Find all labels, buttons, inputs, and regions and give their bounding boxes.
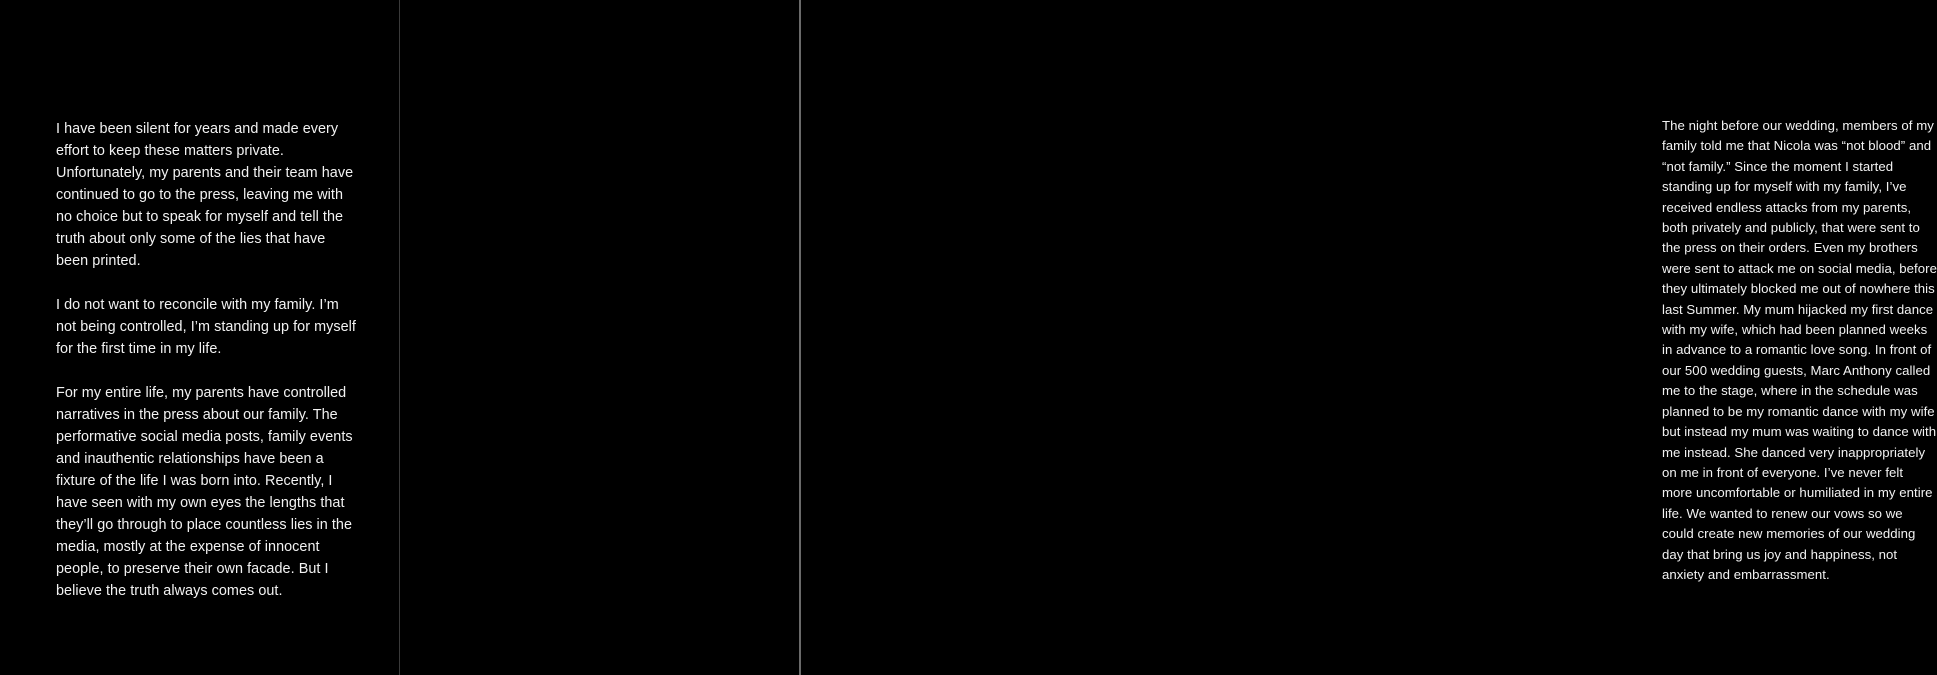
paragraph: I have been silent for years and made every effort to keep these matters private. Unfortunately, my parents and their team have continued to go to the press, leaving me with no choice but to speak for myself and tell the truth about only some of the lies that have been printed. [56,121,354,269]
paragraph: The night before our wedding, members of my family told me that Nicola was “not blood” and “not family.” Since the moment I started standing up for myself with my family, I’ve received endless attacks from my parents, both privately and publicly, that were sent to the press on their orders. Even my brothers were sent to attack me on social media, before they ultimately blocked me out of nowhere this last Summer. My mum hijacked my first dance with my wife, which had been planned weeks in advance to a romantic love song. In front of our 500 wedding guests, Marc Anthony called me to the stage, where in the schedule was planned to be my romantic dance with my wife but instead my mum was waiting to dance with me instead. She danced very inappropriately on me in front of everyone. I’ve never felt more uncomfortable or humiliated in my entire life. We wanted to renew our vows so we could create new memories of our wedding day that bring us joy and happiness, not anxiety and embarrassment. [1662,118,1937,582]
statement-text-1 [56,118,356,602]
paragraph: I do not want to reconcile with my family. I’m not being controlled, I’m standing up for myself for the first time in my life. [56,297,356,357]
paragraph: For my entire life, my parents have controlled narratives in the press about our family. The performative social media posts, family events and inauthentic relationships have been a fixture of the life I was born into. Recently, I have seen with my own eyes the lengths that they’ll go through to place countless lies in the media, mostly at the expense of innocent people, to preserve their own facade. But I believe the truth always comes out. [56,385,353,599]
statement-panel-3 [801,0,1937,675]
statement-panel-1 [0,0,399,675]
statement-text-3 [1662,116,1937,585]
statement-panel-2 [400,0,799,675]
